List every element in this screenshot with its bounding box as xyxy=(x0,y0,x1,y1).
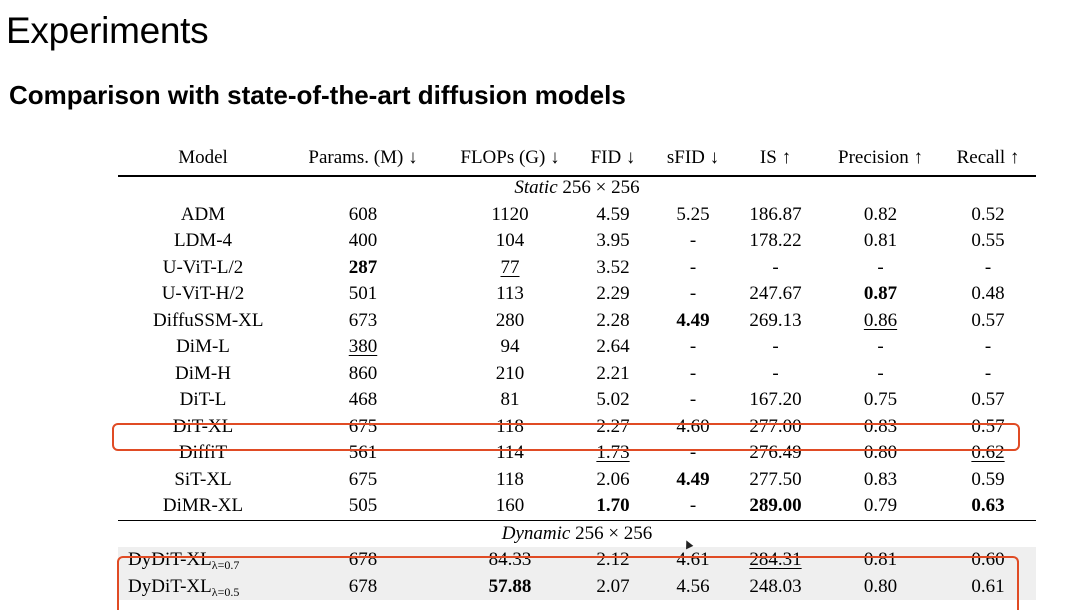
cell-fid: 4.59 xyxy=(596,203,630,225)
header-is: IS ↑ xyxy=(759,147,792,168)
cell-fid: 2.28 xyxy=(596,309,630,331)
cell-recall: 0.57 xyxy=(971,389,1005,410)
cell-params: 678 xyxy=(348,549,378,570)
cell-recall: - xyxy=(984,256,992,278)
cell-precision: 0.86 xyxy=(863,309,898,331)
cell-flops: 280 xyxy=(495,309,525,331)
cell-fid: 2.07 xyxy=(596,575,630,597)
cell-sfid: 4.60 xyxy=(676,415,710,437)
table-row xyxy=(118,467,1036,494)
cell-precision: - xyxy=(877,336,884,357)
cell-fid: 1.73 xyxy=(596,442,630,463)
cell-precision: 0.83 xyxy=(863,468,898,490)
cell-model xyxy=(118,574,303,601)
cell-precision: 0.83 xyxy=(863,415,898,437)
cell-flops: 118 xyxy=(496,468,524,490)
cell-is: 276.49 xyxy=(749,442,802,463)
header-fid: FID ↓ xyxy=(590,147,636,168)
slide-subtitle: Comparison with state-of-the-art diffusion models xyxy=(9,80,626,110)
cell-fid: 2.64 xyxy=(596,336,630,357)
table-row xyxy=(118,493,1036,520)
model-name: DyDiT-XL xyxy=(128,549,212,570)
cell-model: DiT-L xyxy=(179,389,227,410)
cell-fid: 2.06 xyxy=(596,468,630,490)
dynamic-label-italic: Dynamic xyxy=(501,522,571,544)
cell-recall: 0.57 xyxy=(971,309,1005,331)
cell-is: 178.22 xyxy=(749,230,802,251)
table-row xyxy=(118,547,1036,574)
cell-precision: 0.80 xyxy=(863,575,898,597)
cell-recall: 0.59 xyxy=(971,468,1005,490)
cell-params: 468 xyxy=(348,389,378,410)
cell-precision: - xyxy=(877,256,884,278)
cell-precision: 0.82 xyxy=(863,203,898,225)
cell-recall: - xyxy=(984,336,992,357)
cell-recall: 0.57 xyxy=(971,415,1005,437)
cell-is: 247.67 xyxy=(749,283,802,304)
cell-is: 248.03 xyxy=(749,575,802,597)
cell-model: DiT-XL xyxy=(172,415,234,437)
cell-flops: 84.33 xyxy=(488,549,532,570)
cell-model: LDM-4 xyxy=(173,230,233,251)
cell-flops: 104 xyxy=(495,230,525,251)
cell-flops: 118 xyxy=(496,415,524,437)
cell-params: 287 xyxy=(348,256,378,278)
cell-fid: 5.02 xyxy=(596,389,630,410)
cell-model: ADM xyxy=(180,203,226,225)
cell-flops: 210 xyxy=(495,362,525,384)
cell-recall: - xyxy=(984,362,992,384)
cell-fid: 2.29 xyxy=(596,283,630,304)
cell-sfid: - xyxy=(689,389,697,410)
cell-sfid: - xyxy=(689,442,697,463)
cell-params: 380 xyxy=(348,336,378,357)
cell-params: 505 xyxy=(348,495,378,516)
cell-precision: - xyxy=(877,362,884,384)
lambda-subscript: λ=0.7 xyxy=(211,558,240,572)
cell-flops: 77 xyxy=(500,256,520,278)
table-header-row xyxy=(118,140,1036,175)
cell-sfid: - xyxy=(689,230,697,251)
table-row xyxy=(118,281,1036,308)
header-model: Model xyxy=(178,147,228,168)
dynamic-section-title xyxy=(118,521,1036,548)
table-row xyxy=(118,440,1036,467)
cell-params: 675 xyxy=(348,415,378,437)
cell-fid: 1.70 xyxy=(596,495,630,516)
cell-flops: 113 xyxy=(496,283,524,304)
cell-fid: 3.95 xyxy=(596,230,630,251)
cell-flops: 94 xyxy=(500,336,520,357)
cell-sfid: 4.61 xyxy=(676,549,710,570)
header-sfid: sFID ↓ xyxy=(666,147,720,168)
cell-sfid: 4.49 xyxy=(676,468,710,490)
cell-model: DiM-L xyxy=(176,336,230,357)
cell-fid: 3.52 xyxy=(596,256,630,278)
cell-sfid: 4.56 xyxy=(676,575,710,597)
cell-is: 167.20 xyxy=(749,389,802,410)
cell-is: 284.31 xyxy=(749,549,802,570)
cell-recall: 0.52 xyxy=(971,203,1005,225)
table-row xyxy=(118,308,1036,335)
static-label-rest: 256 × 256 xyxy=(557,177,640,198)
cell-flops: 57.88 xyxy=(488,575,532,597)
cell-params: 678 xyxy=(348,575,378,597)
cell-model: DiffuSSM-XL xyxy=(153,309,264,331)
cell-sfid: - xyxy=(689,336,697,357)
cell-flops: 160 xyxy=(495,495,525,516)
static-section-title xyxy=(118,175,1036,202)
cell-is: 289.00 xyxy=(749,495,802,516)
table-row xyxy=(118,228,1036,255)
cell-is: - xyxy=(772,256,779,278)
cell-is: 186.87 xyxy=(749,203,802,225)
cell-precision: 0.81 xyxy=(863,549,898,570)
cell-params: 675 xyxy=(348,468,378,490)
lambda-subscript: λ=0.5 xyxy=(211,584,240,599)
table-row xyxy=(118,387,1036,414)
cell-is: 277.00 xyxy=(749,415,802,437)
cell-is: 269.13 xyxy=(749,309,802,331)
cell-fid: 2.27 xyxy=(596,415,630,437)
cell-model: U-ViT-H/2 xyxy=(161,283,245,304)
cell-is: - xyxy=(772,362,779,384)
cell-recall: 0.61 xyxy=(971,575,1005,597)
table-row xyxy=(118,574,1036,601)
header-params: Params. (M) ↓ xyxy=(308,147,418,168)
table-row xyxy=(118,334,1036,361)
header-flops: FLOPs (G) ↓ xyxy=(460,147,560,168)
table-row xyxy=(118,414,1036,441)
cell-precision: 0.81 xyxy=(863,230,898,251)
comparison-table xyxy=(118,140,1036,600)
cell-recall: 0.63 xyxy=(971,495,1005,516)
cell-model: U-ViT-L/2 xyxy=(162,256,244,278)
cell-sfid: - xyxy=(689,495,697,516)
cell-is: - xyxy=(772,336,779,357)
cell-params: 501 xyxy=(348,283,378,304)
cell-model: DiM-H xyxy=(175,362,231,384)
cell-is: 277.50 xyxy=(749,468,802,490)
slide-title: Experiments xyxy=(6,10,209,51)
cell-params: 561 xyxy=(348,442,378,463)
cell-precision: 0.87 xyxy=(863,283,898,304)
cell-params: 860 xyxy=(348,362,378,384)
cell-flops: 114 xyxy=(496,442,524,463)
dynamic-rows xyxy=(118,547,1036,600)
cell-sfid: 5.25 xyxy=(676,203,710,225)
cell-flops: 1120 xyxy=(491,203,529,225)
table-row xyxy=(118,202,1036,229)
header-recall: Recall ↑ xyxy=(956,147,1020,168)
model-name: DyDiT-XL xyxy=(128,575,212,597)
cell-recall: 0.48 xyxy=(971,283,1005,304)
cell-params: 400 xyxy=(348,230,378,251)
cell-sfid: - xyxy=(689,256,697,278)
cell-sfid: - xyxy=(689,283,697,304)
cell-model: SiT-XL xyxy=(174,468,232,490)
dynamic-label-rest: 256 × 256 xyxy=(570,522,653,544)
cell-flops: 81 xyxy=(500,389,520,410)
cell-fid: 2.21 xyxy=(596,362,630,384)
cell-precision: 0.75 xyxy=(863,389,898,410)
cell-sfid: 4.49 xyxy=(676,309,710,331)
cell-fid: 2.12 xyxy=(596,549,630,570)
table-row xyxy=(118,255,1036,282)
static-label-italic: Static xyxy=(514,177,558,198)
cell-params: 673 xyxy=(348,309,378,331)
cell-model: DiffiT xyxy=(178,442,228,463)
cell-model xyxy=(118,547,303,574)
cell-params: 608 xyxy=(348,203,378,225)
cell-recall: 0.55 xyxy=(971,230,1005,251)
cell-precision: 0.79 xyxy=(863,495,898,516)
cell-precision: 0.80 xyxy=(863,442,898,463)
cell-recall: 0.62 xyxy=(971,442,1005,463)
table-row xyxy=(118,361,1036,388)
cell-recall: 0.60 xyxy=(971,549,1005,570)
static-rows xyxy=(118,202,1036,520)
header-precision: Precision ↑ xyxy=(838,147,923,168)
cell-model: DiMR-XL xyxy=(162,495,244,516)
cell-sfid: - xyxy=(689,362,697,384)
